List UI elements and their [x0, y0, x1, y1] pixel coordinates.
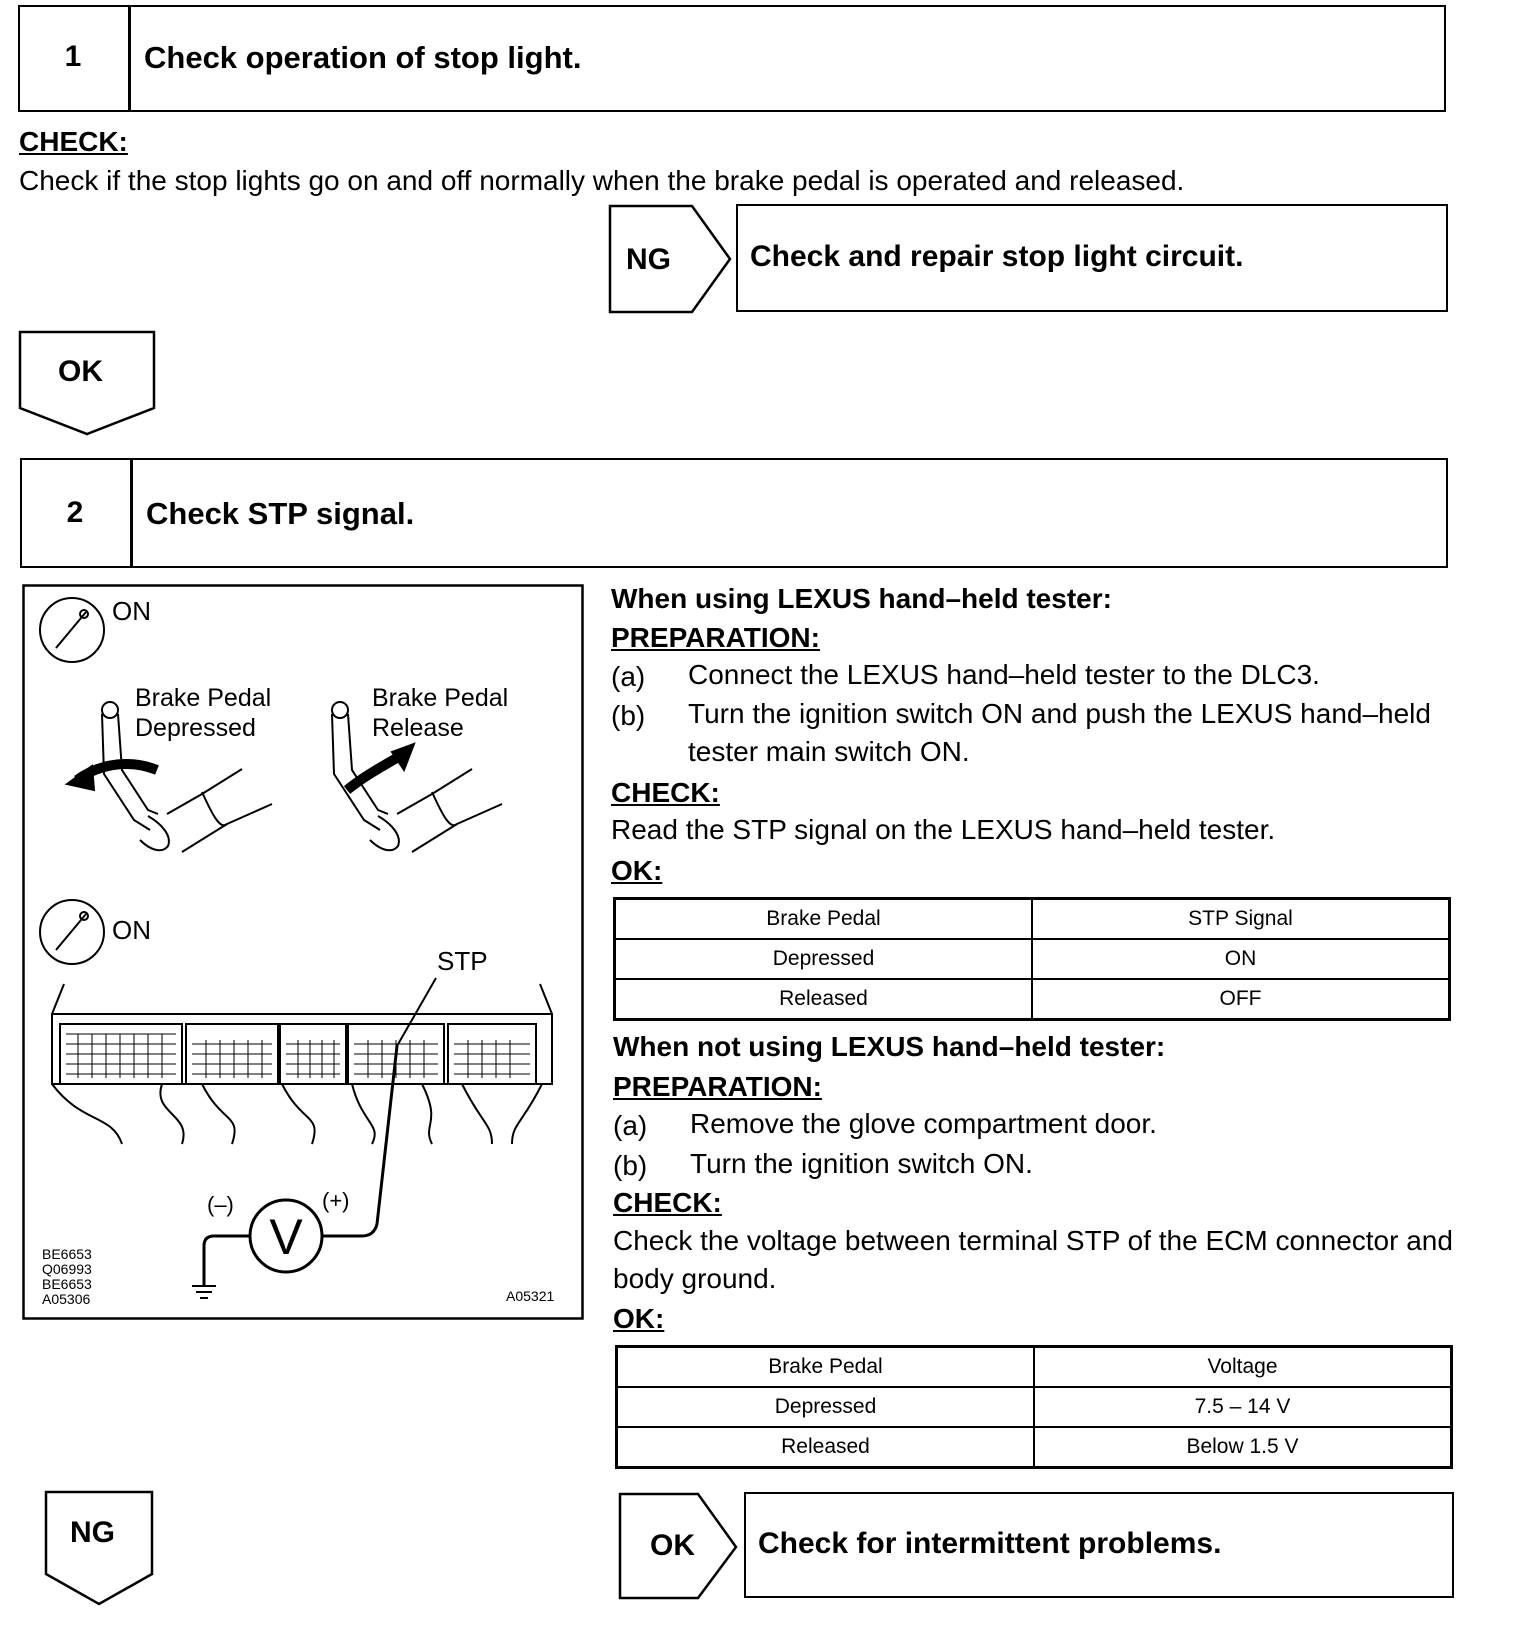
no-tester-item-a-text: Remove the glove compartment door.: [690, 1108, 1157, 1139]
minus-label: (–): [207, 1192, 234, 1217]
pedal-release-line2: Release: [372, 714, 464, 742]
no-tester-item-b-label: (b): [613, 1150, 648, 1181]
step1-divider: [128, 5, 131, 112]
pedal-release-line1: Brake Pedal: [372, 684, 509, 712]
step1-ng-action: Check and repair stop light circuit.: [750, 240, 1244, 273]
step2-divider: [130, 458, 133, 568]
table-cell: OFF: [1032, 979, 1450, 1020]
step1-number: 1: [64, 40, 82, 73]
table-cell: Depressed: [615, 939, 1033, 979]
voltmeter-label: V: [269, 1209, 303, 1265]
table-cell: ON: [1032, 939, 1450, 979]
table-cell: Released: [615, 979, 1033, 1020]
ref-code: Q06993: [42, 1261, 92, 1277]
figure-code: A05321: [506, 1288, 555, 1304]
step1-check-heading: CHECK:: [19, 126, 128, 157]
step2-ok-label: OK: [650, 1529, 695, 1562]
step1-ok-label: OK: [58, 355, 103, 388]
table-row: [615, 939, 1450, 979]
step1-ng-label: NG: [626, 243, 671, 276]
tester-prep-heading: PREPARATION:: [611, 622, 820, 653]
no-tester-prep-heading: PREPARATION:: [613, 1071, 822, 1102]
ref-code: A05306: [42, 1291, 91, 1307]
no-tester-heading: When not using LEXUS hand–held tester:: [613, 1031, 1166, 1062]
pedal-depressed-line2: Depressed: [135, 714, 256, 742]
step2-ok-action: Check for intermittent problems.: [758, 1527, 1222, 1560]
no-tester-check-heading: CHECK:: [613, 1187, 722, 1218]
ref-code: BE6653: [42, 1246, 92, 1262]
stp-signal-table: [613, 897, 1451, 1021]
plus-label: (+): [322, 1188, 350, 1213]
tester-check-heading: CHECK:: [611, 777, 720, 808]
tester-item-b-label: (b): [611, 700, 646, 731]
voltage-table: [615, 1345, 1453, 1469]
tester-item-b-text: Turn the ignition switch ON and push the LEXUS hand–held tester main switch ON.: [688, 698, 1431, 767]
on-label-2: ON: [112, 915, 151, 945]
tester-item-a-text: Connect the LEXUS hand–held tester to the DLC3.: [688, 659, 1320, 690]
table-row: [615, 979, 1450, 1020]
step2-ng-label: NG: [70, 1516, 115, 1549]
no-tester-item-a-label: (a): [613, 1110, 648, 1141]
no-tester-item-b-text: Turn the ignition switch ON.: [690, 1148, 1033, 1179]
step2-number: 2: [66, 496, 84, 529]
table-header-row: [617, 1347, 1452, 1388]
step2-title: Check STP signal.: [146, 496, 415, 531]
tester-item-a-label: (a): [611, 661, 646, 692]
table-header-cell: STP Signal: [1032, 899, 1450, 940]
table-header-cell: Brake Pedal: [617, 1347, 1035, 1388]
step1-title: Check operation of stop light.: [144, 40, 582, 75]
table-header-cell: Brake Pedal: [615, 899, 1033, 940]
stp-label: STP: [437, 946, 488, 976]
tester-heading: When using LEXUS hand–held tester:: [611, 583, 1112, 614]
table-header-row: [615, 899, 1450, 940]
no-tester-ok-heading: OK:: [613, 1303, 665, 1334]
table-row: [617, 1387, 1452, 1427]
table-row: [617, 1427, 1452, 1468]
step1-check-text: Check if the stop lights go on and off normally when the brake pedal is operated and released.: [19, 165, 1185, 196]
table-cell: Depressed: [617, 1387, 1035, 1427]
tester-check-text: Read the STP signal on the LEXUS hand–held tester.: [611, 814, 1276, 845]
table-cell: Released: [617, 1427, 1035, 1468]
pedal-depressed-line1: Brake Pedal: [135, 684, 272, 712]
ref-code: BE6653: [42, 1276, 92, 1292]
table-cell: Below 1.5 V: [1034, 1427, 1452, 1468]
table-cell: 7.5 – 14 V: [1034, 1387, 1452, 1427]
table-header-cell: Voltage: [1034, 1347, 1452, 1388]
tester-ok-heading: OK:: [611, 855, 663, 886]
on-label-1: ON: [112, 596, 151, 626]
no-tester-check-text: Check the voltage between terminal STP of the ECM connector and body ground.: [613, 1225, 1453, 1294]
stp-signal-diagram: [22, 584, 584, 1320]
